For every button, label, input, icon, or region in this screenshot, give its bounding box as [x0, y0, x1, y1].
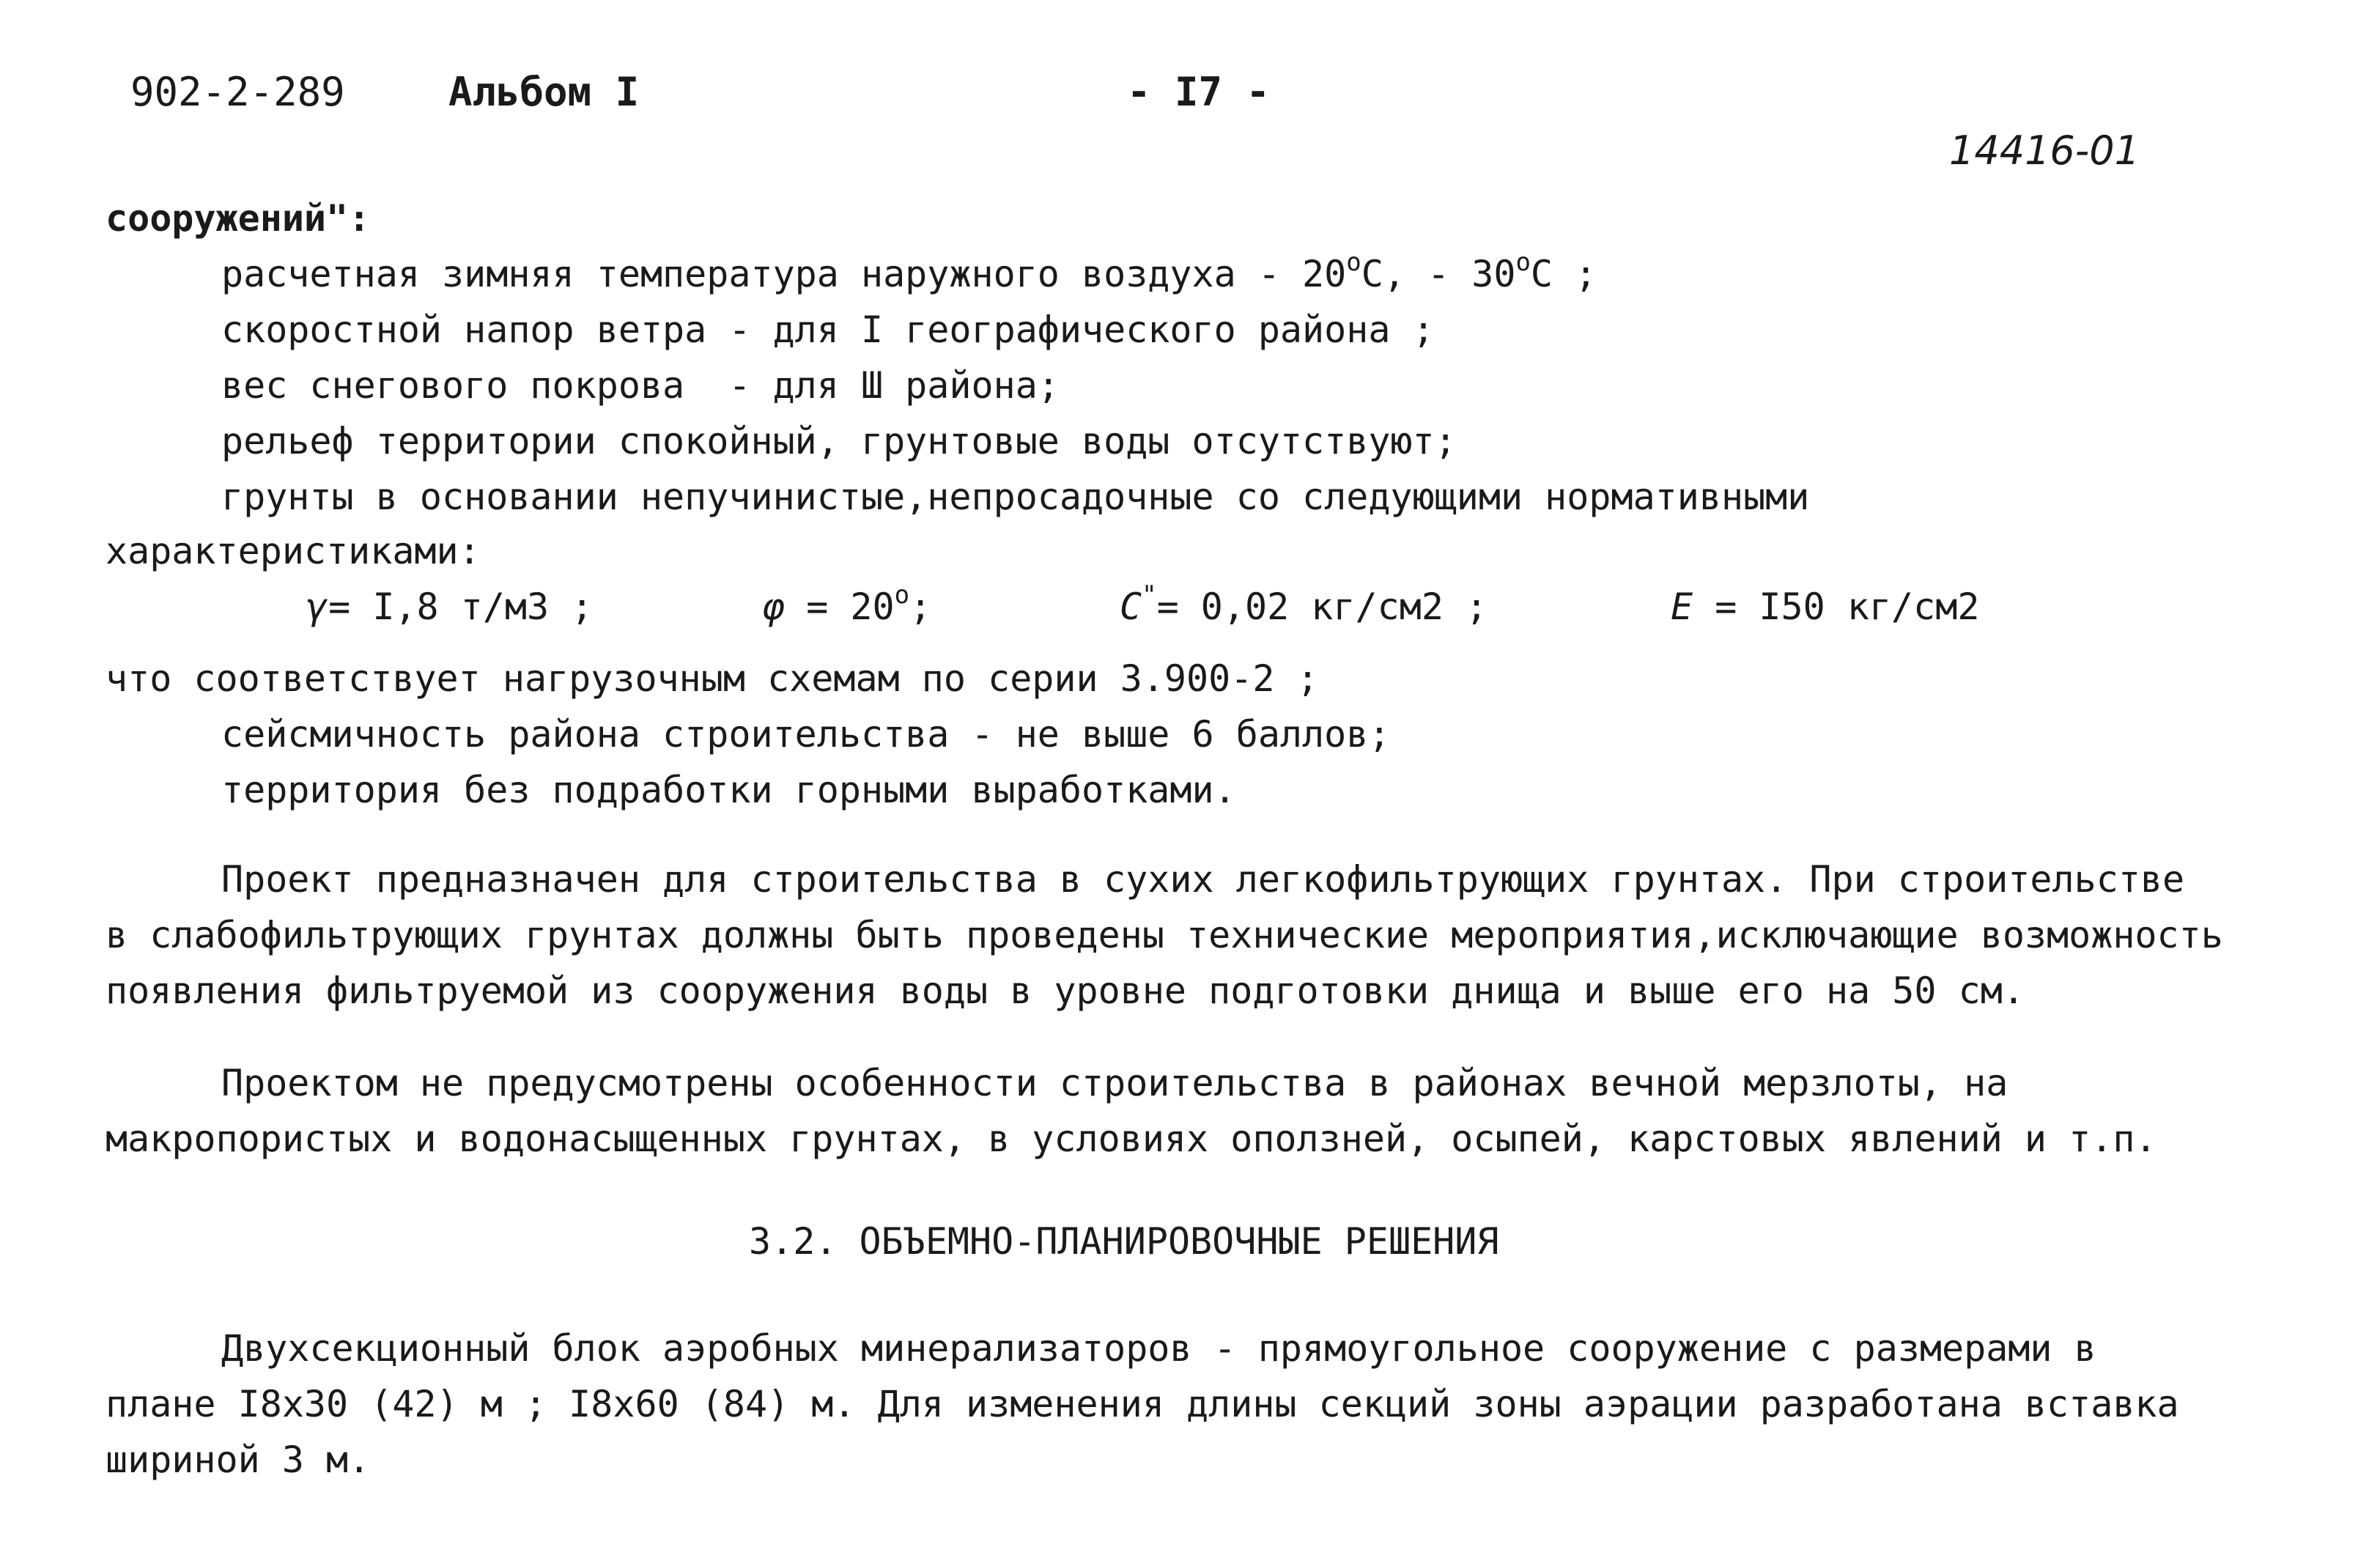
c-value: = 0,02 кг/см2 ; — [1156, 586, 1488, 628]
e-value: = I50 кг/см2 — [1715, 586, 1980, 628]
degree-sign: о — [894, 580, 910, 610]
winter-temperature-line — [221, 248, 1597, 296]
degree-sign: о — [1346, 248, 1361, 277]
characteristic-gamma — [306, 585, 593, 629]
continuation-line: сооружений": — [106, 197, 371, 240]
snow-line: вес снегового покрова - для Ш района; — [221, 364, 1060, 407]
paragraph1-line1: Проект предназначен для строительства в сухих легкофильтрующих грунтах. При строительстве — [221, 858, 2185, 901]
winter-temp-text: расчетная зимняя температура наружного воздуха - 20 — [221, 253, 1347, 295]
relief-line: рельеф территории спокойный, грунтовые воды отсутствуют; — [221, 420, 1457, 462]
handwritten-sheet-number: 14416-01 — [1949, 128, 2140, 174]
mining-line: территория без подработки горными выработками. — [221, 769, 1236, 811]
phi-end: ; — [909, 586, 932, 628]
paragraph3-line1: Двухсекционный блок аэробных минерализаторов - прямоугольное сооружение с размерами в — [221, 1327, 2096, 1370]
paragraph3-line3: шириной 3 м. — [106, 1439, 371, 1481]
e-symbol: E — [1671, 586, 1693, 628]
characteristic-phi — [762, 580, 932, 629]
phi-value: = 20 — [806, 586, 895, 628]
soils-line-2: характеристиками: — [106, 530, 481, 572]
characteristic-c: C"= 0,02 кг/см2 ; — [1120, 580, 1488, 628]
paragraph2-line1: Проектом не предусмотрены особенности строительства в районах вечной мерзлоты, на — [221, 1062, 2008, 1104]
c-symbol: C — [1120, 586, 1142, 628]
paragraph1-line2: в слабофильтрующих грунтах должны быть проведены технические мероприятия,исключающие возможность — [106, 914, 2223, 956]
soils-line-1: грунты в основании непучинистые,непросадочные со следующими нормативными — [221, 476, 1810, 518]
gamma-symbol: γ — [306, 586, 329, 628]
wind-line: скоростной напор ветра - для I географического района ; — [221, 309, 1435, 351]
correspond-line: что соответствует нагрузочным схемам по серии 3.900-2 ; — [106, 657, 1319, 700]
paragraph3-line2: плане I8x30 (42) м ; I8x60 (84) м. Для изменения длины секций зоны аэрации разработана вставка — [106, 1383, 2179, 1425]
seismic-line: сейсмичность района строительства - не выше 6 баллов; — [221, 713, 1391, 756]
winter-temp-end: С ; — [1530, 253, 1597, 295]
paragraph1-line3: появления фильтруемой из сооружения воды в уровне подготовки днища и выше его на 50 см. — [106, 970, 2025, 1012]
characteristic-e — [1671, 585, 1979, 629]
phi-symbol: φ — [762, 586, 785, 628]
document-code: 902-2-289 — [130, 69, 345, 115]
paragraph2-line2: макропористых и водонасыщенных грунтах, в условиях оползней, осыпей, карстовых явлений и т.п. — [106, 1118, 2157, 1160]
degree-sign: о — [1515, 248, 1531, 277]
gamma-value: = I,8 т/м3 ; — [328, 586, 594, 628]
winter-temp-mid: С, - 30 — [1361, 253, 1516, 295]
page-number: - I7 - — [1127, 69, 1271, 115]
album-label: Альбом I — [448, 69, 640, 115]
section-title: 3.2. ОБЪЕМНО-ПЛАНИРОВОЧНЫЕ РЕШЕНИЯ — [749, 1220, 1499, 1263]
